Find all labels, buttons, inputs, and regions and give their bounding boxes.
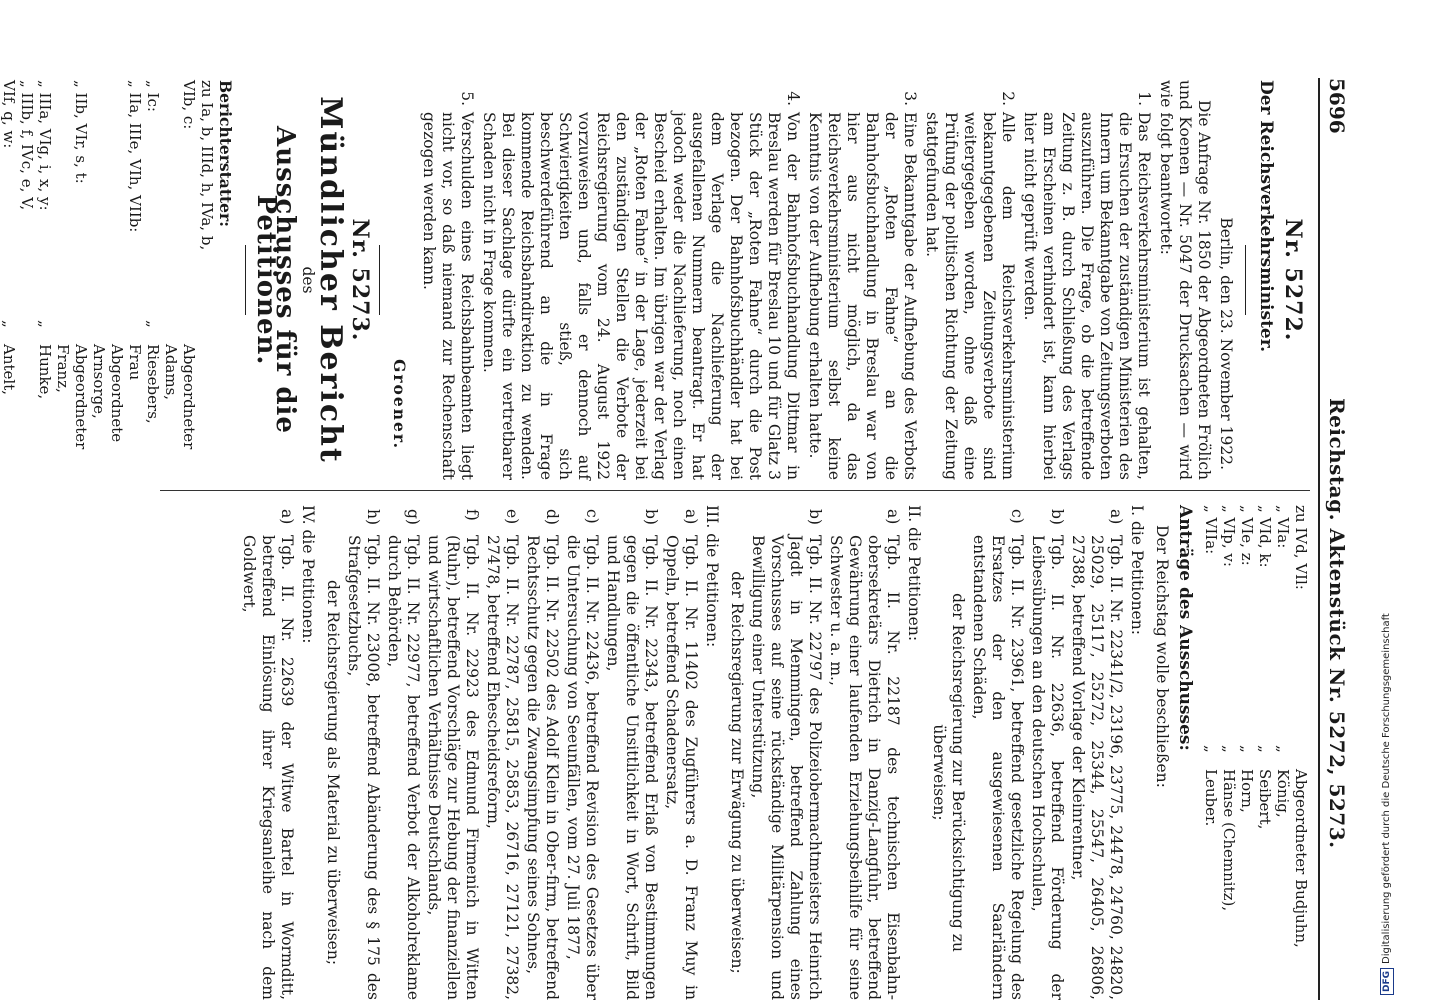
reporter-name: Riesebers,	[144, 344, 162, 424]
petition-letter: a)	[1107, 509, 1125, 525]
petition-letter: a)	[682, 509, 700, 525]
doc2-des: des	[299, 266, 317, 294]
reporter-sections: „ IIa, IIIe, VIh, VIIb:	[126, 80, 144, 233]
answer-item	[1020, 80, 1153, 480]
antraege-heading: Anträge des Ausschusses:	[1175, 505, 1195, 751]
reporter-sections: „ IIIa, VIg, i, x, y:	[36, 80, 54, 211]
answer-number: 3.	[901, 91, 919, 106]
reporter-ditto: „	[0, 320, 18, 328]
reporter-name: Antelt,	[0, 344, 18, 395]
answer-item	[479, 80, 802, 480]
reporter-row	[144, 80, 162, 480]
doc2-title-committee: Ausschusses für die Petitionen.	[251, 126, 300, 434]
reporter-sections: „ VIIa:	[1202, 505, 1220, 555]
reporter-row	[1274, 505, 1292, 1000]
doc1-date: Berlin, den 23. November 1922.	[1217, 217, 1235, 470]
petition-text: Tgb. II. Nr. 22639 der Witwe Bartel in Wormditt, betreffend Einlösung ihrer Kriegsanleihe nach dem Goldwert,	[240, 535, 296, 1000]
petition-text: Tgb. II. Nr. 22797 des Polizeiobermachtmeisters Heinrich Jagdt in Memmingen, betreffend Zahlung eines Vorschusses auf seine rückständige Militärpension und Bewilligung einer Unterstützung,	[749, 535, 824, 1000]
reporter-sections: „ IIIb, f, IVc, e, V,	[18, 80, 36, 211]
petition-letter: c)	[1008, 509, 1026, 524]
section-heading: III. die Petitionen:	[703, 505, 721, 648]
petition-letter: c)	[583, 509, 601, 524]
reporter-sections: zu IVd, VIl:	[1292, 505, 1310, 590]
reporter-ditto	[54, 320, 90, 344]
petition-text: Tgb. II. Nr. 23008, betreffend Abänderung des § 175 des Strafgesetzbuchs,	[345, 535, 382, 1000]
section-heading: IV. die Petitionen:	[299, 505, 317, 644]
answer-text: Das Reichsverkehrsministerium ist gehalten, die Ersuchen der zuständigen Ministerien des Innern um Bekanntgabe von Zeitungsverboten auszuführen. Die Frage, ob die betreffende Zeitung z. B. durch Schließung des Verlags am Erscheinen verhindert ist, kann hierbei hier nicht geprüft werden.	[1021, 112, 1153, 480]
reporter-sections: „ VId, k:	[1256, 505, 1274, 568]
reporter-name: Leuber.	[1202, 769, 1220, 827]
reporter-ditto	[1292, 745, 1310, 769]
reporter-name: Frau Abgeordnete Arnsorge,	[90, 344, 144, 443]
petition-item	[603, 505, 660, 1000]
petition-text: Tgb. II. Nr. 22787, 25815, 25853, 26716, 27121, 27382, 27478, betreffend Ehescheidsreform,	[484, 535, 521, 1000]
petition-item	[344, 505, 382, 1000]
petition-letter: g)	[404, 509, 422, 525]
petition-letter: e)	[503, 509, 521, 525]
reporter-name: König,	[1274, 769, 1292, 818]
answer-number: 4.	[784, 91, 802, 106]
reporter-row	[1256, 505, 1274, 1000]
running-title: Reichstag. Aktenstück Nr. 5272, 5273.	[1325, 398, 1349, 849]
reporter-row	[1292, 505, 1310, 1000]
section-resolution: der Reichsregierung zur Berücksichtigung zu überweisen;	[930, 593, 967, 952]
reporter-ditto: „	[1220, 745, 1238, 753]
answer-text: Eine Bekanntgabe der Aufhebung des Verbots der „Roten Fahne“ an die Bahnhofsbuchhandlung in Breslau war von hier aus nicht möglich, da das Reichsverkehrsministerium selbst keine Kenntnis von der Aufhebung erhalten hatte.	[806, 112, 919, 480]
answer-text: Von der Bahnhofsbuchhandlung Dittmar in Breslau werden für Breslau 10 und für Glatz 3 Stück der „Roten Fahne“ durch die Post bezogen. Der Bahnhofsbuchhändler hat bei dem Verlage die Nachlieferung der ausgefallenen Nummern beantragt. Er hat jedoch weder die Nachlieferung, noch einen Bescheid erhalten. Im übrigen war der Verlag der „Roten Fahne“ in der Lage, jederzeit bei den zuständigen Stellen die Verbote der Reichsregierung vom 24. August 1922 vorzuweisen und, falls er dennoch auf Schwierigkeiten stieß, sich beschwerdeführend an die in Frage kommende Reichsbahndirektion zu wenden. Bei dieser Sachlage dürfte ein vertretbarer Schaden nicht in Frage kommen.	[480, 112, 802, 480]
doc1-signature: Groener.	[390, 359, 409, 450]
reporter-name: Abgeordneter Franz,	[54, 344, 90, 450]
antraege-intro: Der Reichstag wolle beschließen:	[1153, 525, 1171, 788]
reporter-ditto: „	[1238, 745, 1256, 753]
reporter-ditto	[90, 320, 144, 344]
petition-item	[239, 505, 296, 1000]
petition-text: Tgb. II. Nr. 23961, betreffend gesetzliche Regelung des Ersatzes der den ausgewiesenen Saarländern entstandenen Schäden,	[970, 535, 1026, 1000]
petition-item	[563, 505, 601, 1000]
reporter-row	[162, 80, 198, 480]
reporter-row	[18, 80, 36, 480]
reporter-row	[36, 80, 54, 480]
divider	[245, 245, 246, 315]
reporter-sections: VIf, q, w:	[0, 80, 18, 149]
dfg-logo: DFG	[1380, 968, 1394, 995]
reporter-ditto: „	[1274, 745, 1292, 753]
doc2-title-report: Mündlicher Bericht	[313, 96, 348, 464]
reporter-row	[54, 80, 90, 480]
petition-item	[523, 505, 561, 1000]
reporter-name	[18, 344, 36, 480]
reporter-sections: „ Ic:	[144, 80, 162, 112]
answer-item	[805, 80, 919, 480]
petition-letter: a)	[884, 509, 902, 525]
reporter-ditto	[18, 320, 36, 344]
petition-letter: a)	[278, 509, 296, 525]
petition-item	[826, 505, 902, 1000]
petition-item	[1068, 505, 1125, 1000]
reporter-row	[1220, 505, 1238, 1000]
doc2-number: Nr. 5273.	[347, 218, 373, 342]
petition-text: Tgb. II. Nr. 11402 des Zugführers a. D. Franz Muy in Oppeln, betreffend Schadenersatz,	[663, 535, 700, 1000]
petition-letter: b)	[1048, 509, 1066, 525]
answer-number: 1.	[1135, 91, 1153, 106]
petition-item	[662, 505, 700, 1000]
petition-sections	[239, 505, 1146, 1000]
page-header	[1318, 78, 1350, 1000]
reporter-ditto: „	[144, 320, 162, 328]
reporter-sections: VIb, c:	[180, 80, 198, 130]
petition-text: Tgb. II. Nr. 22977, betreffend Verbot der Alkoholreklame durch Behörden,	[385, 535, 422, 1000]
reporter-name: Seibert,	[1256, 769, 1274, 830]
reporter-name: Abgeordneter Adams,	[162, 344, 198, 450]
section-resolution: der Reichsregierung zur Erwägung zu überweisen;	[728, 571, 746, 974]
petition-item	[969, 505, 1026, 1000]
divider	[1245, 245, 1246, 315]
petition-item	[483, 505, 521, 1000]
answer-item	[922, 80, 1017, 480]
reporter-ditto	[162, 320, 198, 344]
reporter-ditto: „	[36, 320, 54, 328]
answer-text: Alle dem Reichsverkehrsministerium bekanntgegebenen Zeitungsverbote sind weitergegeben worden, ohne daß eine Prüfung der politischen Richtung der Zeitung stattgefunden hat.	[923, 112, 1017, 480]
petition-text: Tgb. II. Nr. 22436, betreffend Revision des Gesetzes über die Untersuchung von Seeunfällen, vom 27. Juli 1877,	[564, 535, 601, 1000]
petition-letter: d)	[543, 509, 561, 525]
digitization-credit	[1379, 0, 1395, 995]
section-heading: I. die Petitionen:	[1128, 505, 1146, 635]
column-divider	[160, 490, 1310, 491]
answer-number: 2.	[999, 91, 1017, 106]
petition-text: Tgb. II. Nr. 22636, betreffend Förderung der Leibesübungen an den deutschen Hochschulen,	[1029, 535, 1066, 1000]
doc1-sender: Der Reichsverkehrsminister.	[1256, 80, 1276, 353]
reporter-name: Abgeordneter Budjuhn,	[1292, 769, 1310, 948]
page-number: 5696	[1325, 78, 1349, 134]
petition-text: Tgb. II. Nr. 22187 des technischen Eisenbahn-obersekretärs Dietrich in Danzig-Langfuhr, betreffend Gewährung einer laufenden Erziehungsbeihilfe für seine Schwester u. a. m.,	[827, 535, 902, 1000]
petition-text: Tgb. II. Nr. 22341/2, 23196, 23775, 24478, 24760, 24820, 25029, 25117, 25272, 25344, 25547, 26405, 26806, 27388, betreffend Vorlage der Kleinrentner,	[1069, 535, 1125, 1000]
reporter-ditto: „	[1256, 745, 1274, 753]
section-resolution: der Reichsregierung als Material zu überweisen;	[324, 579, 342, 966]
reporter-name: Hänse (Chemnitz),	[1220, 769, 1238, 912]
reporter-row	[0, 80, 18, 480]
answer-text: Verschulden eines Reichsbahnbeamten liegt nicht vor, so daß niemand zur Rechenschaft gezogen werden kann.	[420, 112, 476, 480]
reporter-ditto	[198, 320, 216, 344]
doc1-answer-list	[419, 80, 1153, 480]
section-heading: II. die Petitionen:	[905, 505, 923, 642]
reporter-row	[198, 80, 216, 480]
reporters-heading: Berichterstatter:	[216, 80, 235, 227]
petition-letter: f)	[463, 509, 481, 521]
right-column	[237, 505, 1310, 1000]
petition-text: Tgb. II. Nr. 22343, betreffend Erlaß von Bestimmungen gegen die öffentliche Unsittlichkeit in Wort, Schrift, Bild und Handlungen,	[604, 535, 660, 1000]
divider	[379, 245, 380, 315]
reporter-name: Horn,	[1238, 769, 1256, 813]
reporter-name: Hunke,	[36, 344, 54, 400]
petition-item	[1028, 505, 1066, 1000]
reporter-row	[90, 80, 144, 480]
petition-item	[424, 505, 481, 1000]
digitization-note: Digitalisierung gefördert durch die Deutsche Forschungsgemeinschaft	[1381, 613, 1392, 964]
petition-item	[384, 505, 422, 1000]
reporter-sections: „ IIb, VIr, s, t:	[72, 80, 90, 184]
reporters-list	[0, 80, 216, 480]
answer-item	[419, 80, 476, 480]
petition-item	[748, 505, 824, 1000]
petition-text: Tgb. II. Nr. 22502 des Adolf Klein in Ober-firm, betreffend Rechtsschutz gegen die Zwangsimpfung seines Sohnes,	[524, 535, 561, 1000]
left-column	[0, 80, 1310, 480]
reporter-row	[1202, 505, 1220, 1000]
reporter-sections: „ VIa:	[1274, 505, 1292, 549]
doc1-number: Nr. 5272.	[1280, 218, 1306, 342]
answer-number: 5.	[458, 91, 476, 106]
reporter-name	[198, 344, 216, 480]
reporter-ditto: „	[1202, 745, 1220, 753]
reporter-row	[1238, 505, 1256, 1000]
reporter-sections: „ VIp, v:	[1220, 505, 1238, 567]
reporter-sections: zu Ia, b, IIId, h, IVa, b,	[198, 80, 216, 251]
doc1-intro: Die Anfrage Nr. 1850 der Abgeordneten Frölich und Koenen — Nr. 5047 der Drucksachen — wird wie folgt beantwortet:	[1157, 80, 1213, 480]
petition-letter: b)	[642, 509, 660, 525]
reporter-sections: „ VIe, z:	[1238, 505, 1256, 566]
petition-text: Tgb. II. Nr. 22923 des Edmund Firmenich in Witten (Ruhr), betreffend Vorschläge zur Hebung der finanziellen und wirtschaftlichen Verhältnisse Deutschlands,	[425, 535, 481, 1000]
petition-letter: b)	[806, 509, 824, 525]
petition-letter: h)	[364, 509, 382, 526]
reporters-list-continued	[1202, 505, 1310, 1000]
